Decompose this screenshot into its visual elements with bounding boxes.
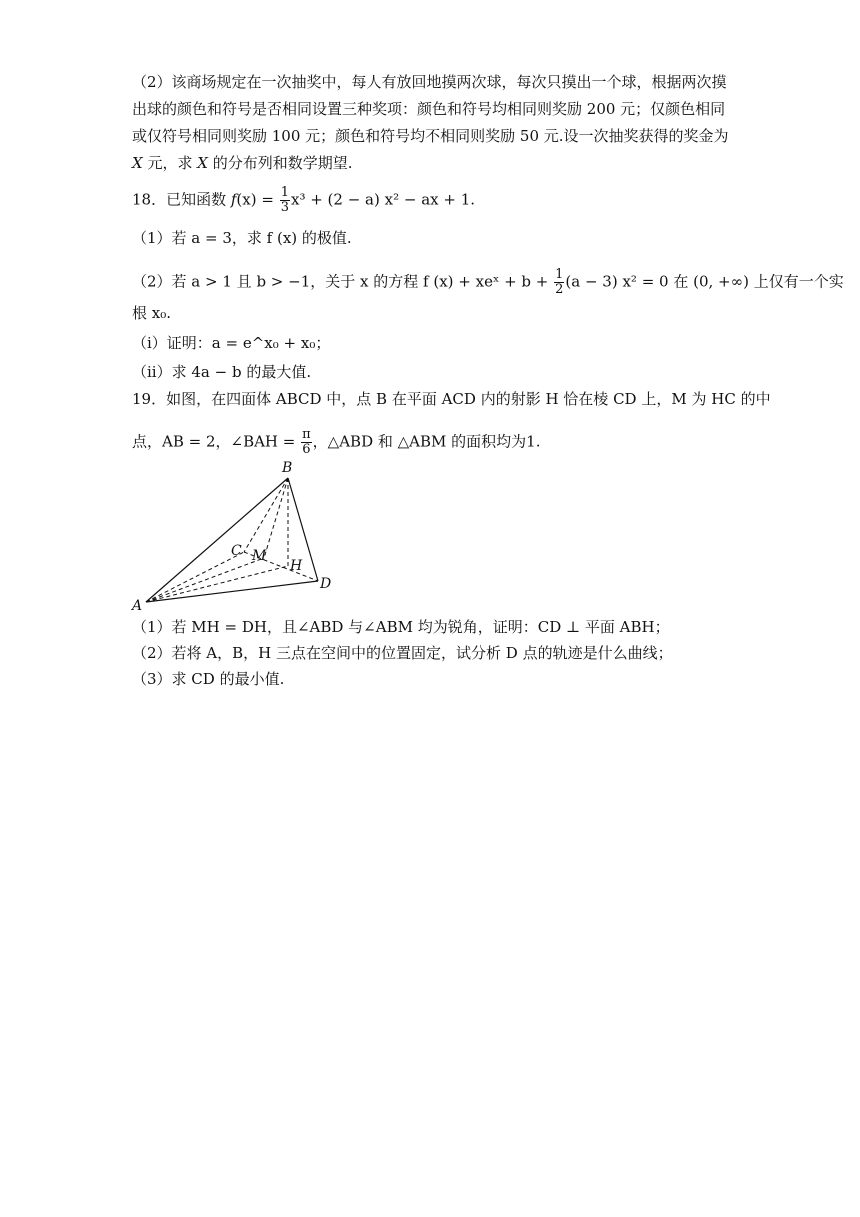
q19-part1: （1）若 MH = DH，且∠ABD 与∠ABM 均为锐角，证明：CD ⊥ 平面 ABH； [132,618,670,636]
label-a: A [132,598,143,612]
label-h: H [290,558,303,574]
frac-num: 1 [555,267,564,282]
text: ，△ABD 和 △ABM 的面积均为1. [312,432,541,451]
var-x: X [132,154,143,172]
q17-part2-line2: 出球的颜色和符号是否相同设置三种奖项：颜色和符号均相同则奖励 200 元；仅颜色相同 [132,100,726,118]
q18-part2-cont: 根 x₀. [132,304,172,322]
label-c: C [231,543,242,559]
q18-part2 [132,268,844,297]
frac-den: 6 [302,442,311,457]
edge-ad [146,581,318,602]
tetrahedron-figure [128,452,338,612]
func-name: f [230,190,237,209]
edge-bc [244,478,288,552]
q17-part2-line4 [132,153,352,173]
q18-part2-i: （i）证明：a = e^x₀ + x₀； [132,334,331,352]
text: 的分布列和数学期望. [207,154,353,172]
q17-part2-line3: 或仅符号相同则奖励 100 元；颜色和符号均不相同则奖励 50 元.设一次抽奖获得的奖金为 [132,127,729,145]
q18-intro [132,186,475,215]
frac-den: 2 [555,282,564,297]
frac-num: 1 [280,185,289,200]
q19-part3: （3）求 CD 的最小值. [132,670,285,688]
frac-den: 3 [280,200,289,215]
edge-ab [146,478,288,602]
fraction-one-third [280,186,290,215]
label-m: M [252,548,267,564]
text: x³ + (2 − a) x² − ax + 1. [290,190,476,209]
q18-part2-ii: （ii）求 4a − b 的最大值. [132,363,312,381]
edge-bm [264,478,288,558]
q19-part2: （2）若将 A，B，H 三点在空间中的位置固定，试分析 D 点的轨迹是什么曲线； [132,644,673,662]
text: （2）若 a > 1 且 b > −1，关于 x 的方程 f (x) + xeˣ + b + [132,272,554,291]
hidden-edges [146,478,318,602]
q18-number: 18．已知函数 [132,190,231,209]
text: 元，求 [142,154,198,172]
text: (x) = [236,190,279,209]
label-b: B [282,460,293,476]
q19-line1: 19．如图，在四面体 ABCD 中，点 B 在平面 ACD 内的射影 H 恰在棱 CD 上，M 为 HC 的中 [132,390,771,408]
var-x: X [197,154,208,172]
text: 点，AB = 2，∠BAH = [132,432,301,451]
label-d: D [320,576,332,592]
frac-num: π [302,427,311,442]
q17-part2-line1: （2）该商场规定在一次抽奖中，每人有放回地摸两次球，每次只摸出一个球，根据两次摸 [132,73,727,91]
fraction-one-half [554,268,564,297]
q18-part1: （1）若 a = 3，求 f (x) 的极值. [132,229,352,247]
text: (a − 3) x² = 0 在 (0, +∞) 上仅有一个实 [565,272,844,291]
